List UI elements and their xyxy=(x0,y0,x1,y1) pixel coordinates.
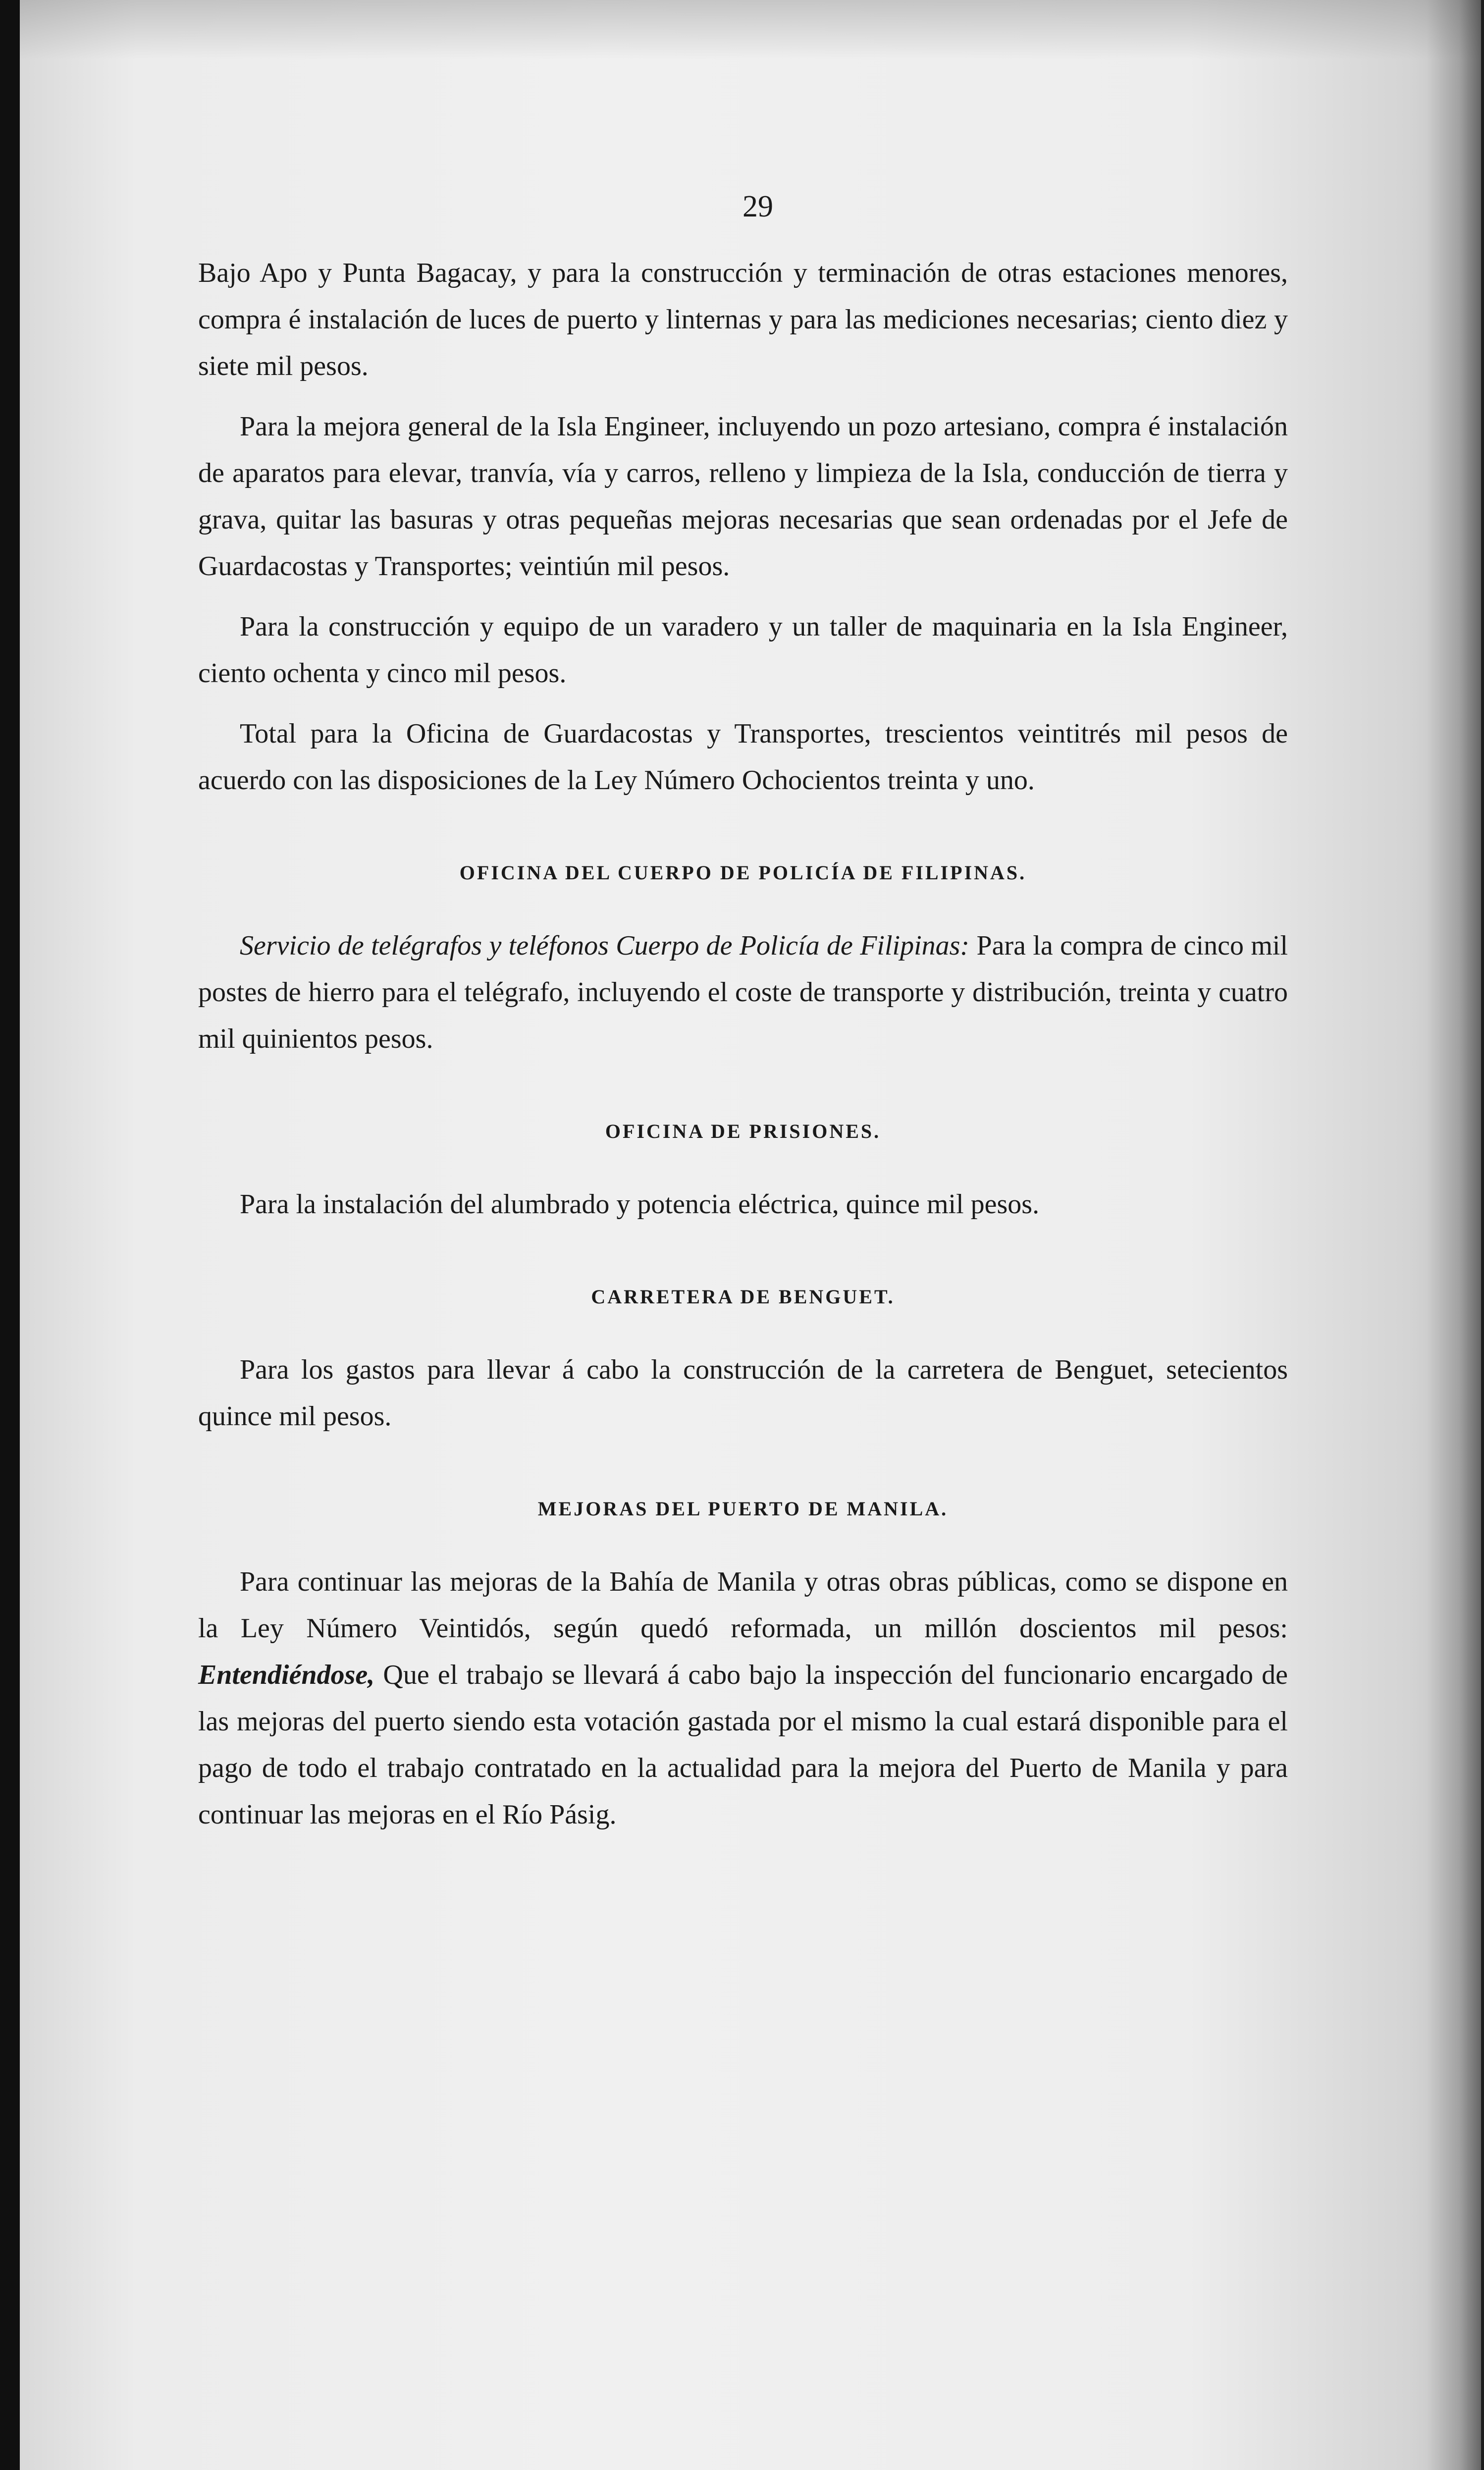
paragraph-alumbrado: Para la instalación del alumbrado y potencia eléctrica, quince mil pesos. xyxy=(240,1189,1040,1220)
paragraph-bajo-apo: Bajo Apo y Punta Bagacay, y para la construcción y terminación de otras estaciones menores, compra é instalación de luces de puerto y linternas y para las mediciones necesarias; ciento diez y siete mil pesos. xyxy=(198,258,1288,381)
paragraph-servicio-body: Para la compra de cinco mil postes de hierro para el telégrafo, incluyendo el coste de transporte y distribución, treinta y cuatro mil quinientos pesos. xyxy=(198,930,1288,1054)
emphasis-entendiendose: Entendiéndose, xyxy=(198,1660,375,1690)
paragraph-mejoras-bahia xyxy=(198,1558,1288,1838)
paragraph-varadero-taller: Para la construcción y equipo de un varadero y un taller de maquinaria en la Isla Engineer, ciento ochenta y cinco mil pesos. xyxy=(198,611,1288,689)
paragraph-mejoras-before: Para continuar las mejoras de la Bahía de Manila y otras obras públicas, como se dispone en la Ley Número Veintidós, según quedó reformada, un millón doscientos mil pesos: xyxy=(198,1566,1288,1644)
scan-left-border xyxy=(0,0,20,2470)
paragraph-mejoras-after: Que el trabajo se llevará á cabo bajo la inspección del funcionario encargado de las mejoras del puerto siendo esta votación gastada por el mismo la cual estará disponible para el pago de todo el trabajo contratado en la actualidad para la mejora del Puerto de Manila y para continuar las mejoras en el Río Pásig. xyxy=(198,1660,1288,1830)
heading-oficina-policia: OFICINA DEL CUERPO DE POLICÍA DE FILIPINAS. xyxy=(459,861,1027,884)
page-number: 29 xyxy=(742,190,773,223)
paragraph-carretera: Para los gastos para llevar á cabo la construcción de la carretera de Benguet, setecientos quince mil pesos. xyxy=(198,1354,1288,1432)
paragraph-total-guardacostas: Total para la Oficina de Guardacostas y Transportes, trescientos veintitrés mil pesos de acuerdo con las disposiciones de la Ley Número Ochocientos treinta y uno. xyxy=(198,718,1288,796)
paragraph-isla-engineer-mejora: Para la mejora general de la Isla Engineer, incluyendo un pozo artesiano, compra é instalación de aparatos para elevar, tranvía, vía y carros, relleno y limpieza de la Isla, conducción de tierra y grava, quitar las basuras y otras pequeñas mejoras necesarias que sean ordenadas por el Jefe de Guardacostas y Transportes; veintiún mil pesos. xyxy=(198,411,1288,582)
heading-mejoras-puerto: MEJORAS DEL PUERTO DE MANILA. xyxy=(537,1498,949,1520)
page-right-shadow xyxy=(1427,0,1481,2470)
document-page xyxy=(20,0,1481,2470)
page-top-shadow xyxy=(20,0,1481,59)
paragraph-servicio-telegrafos xyxy=(198,922,1288,1062)
page-content xyxy=(198,183,1288,1838)
heading-carretera-benguet: CARRETERA DE BENGUET. xyxy=(591,1286,895,1308)
italic-lead-servicio: Servicio de telégrafos y teléfonos Cuerpo de Policía de Filipinas: xyxy=(240,930,970,961)
heading-oficina-prisiones: OFICINA DE PRISIONES. xyxy=(605,1120,881,1142)
